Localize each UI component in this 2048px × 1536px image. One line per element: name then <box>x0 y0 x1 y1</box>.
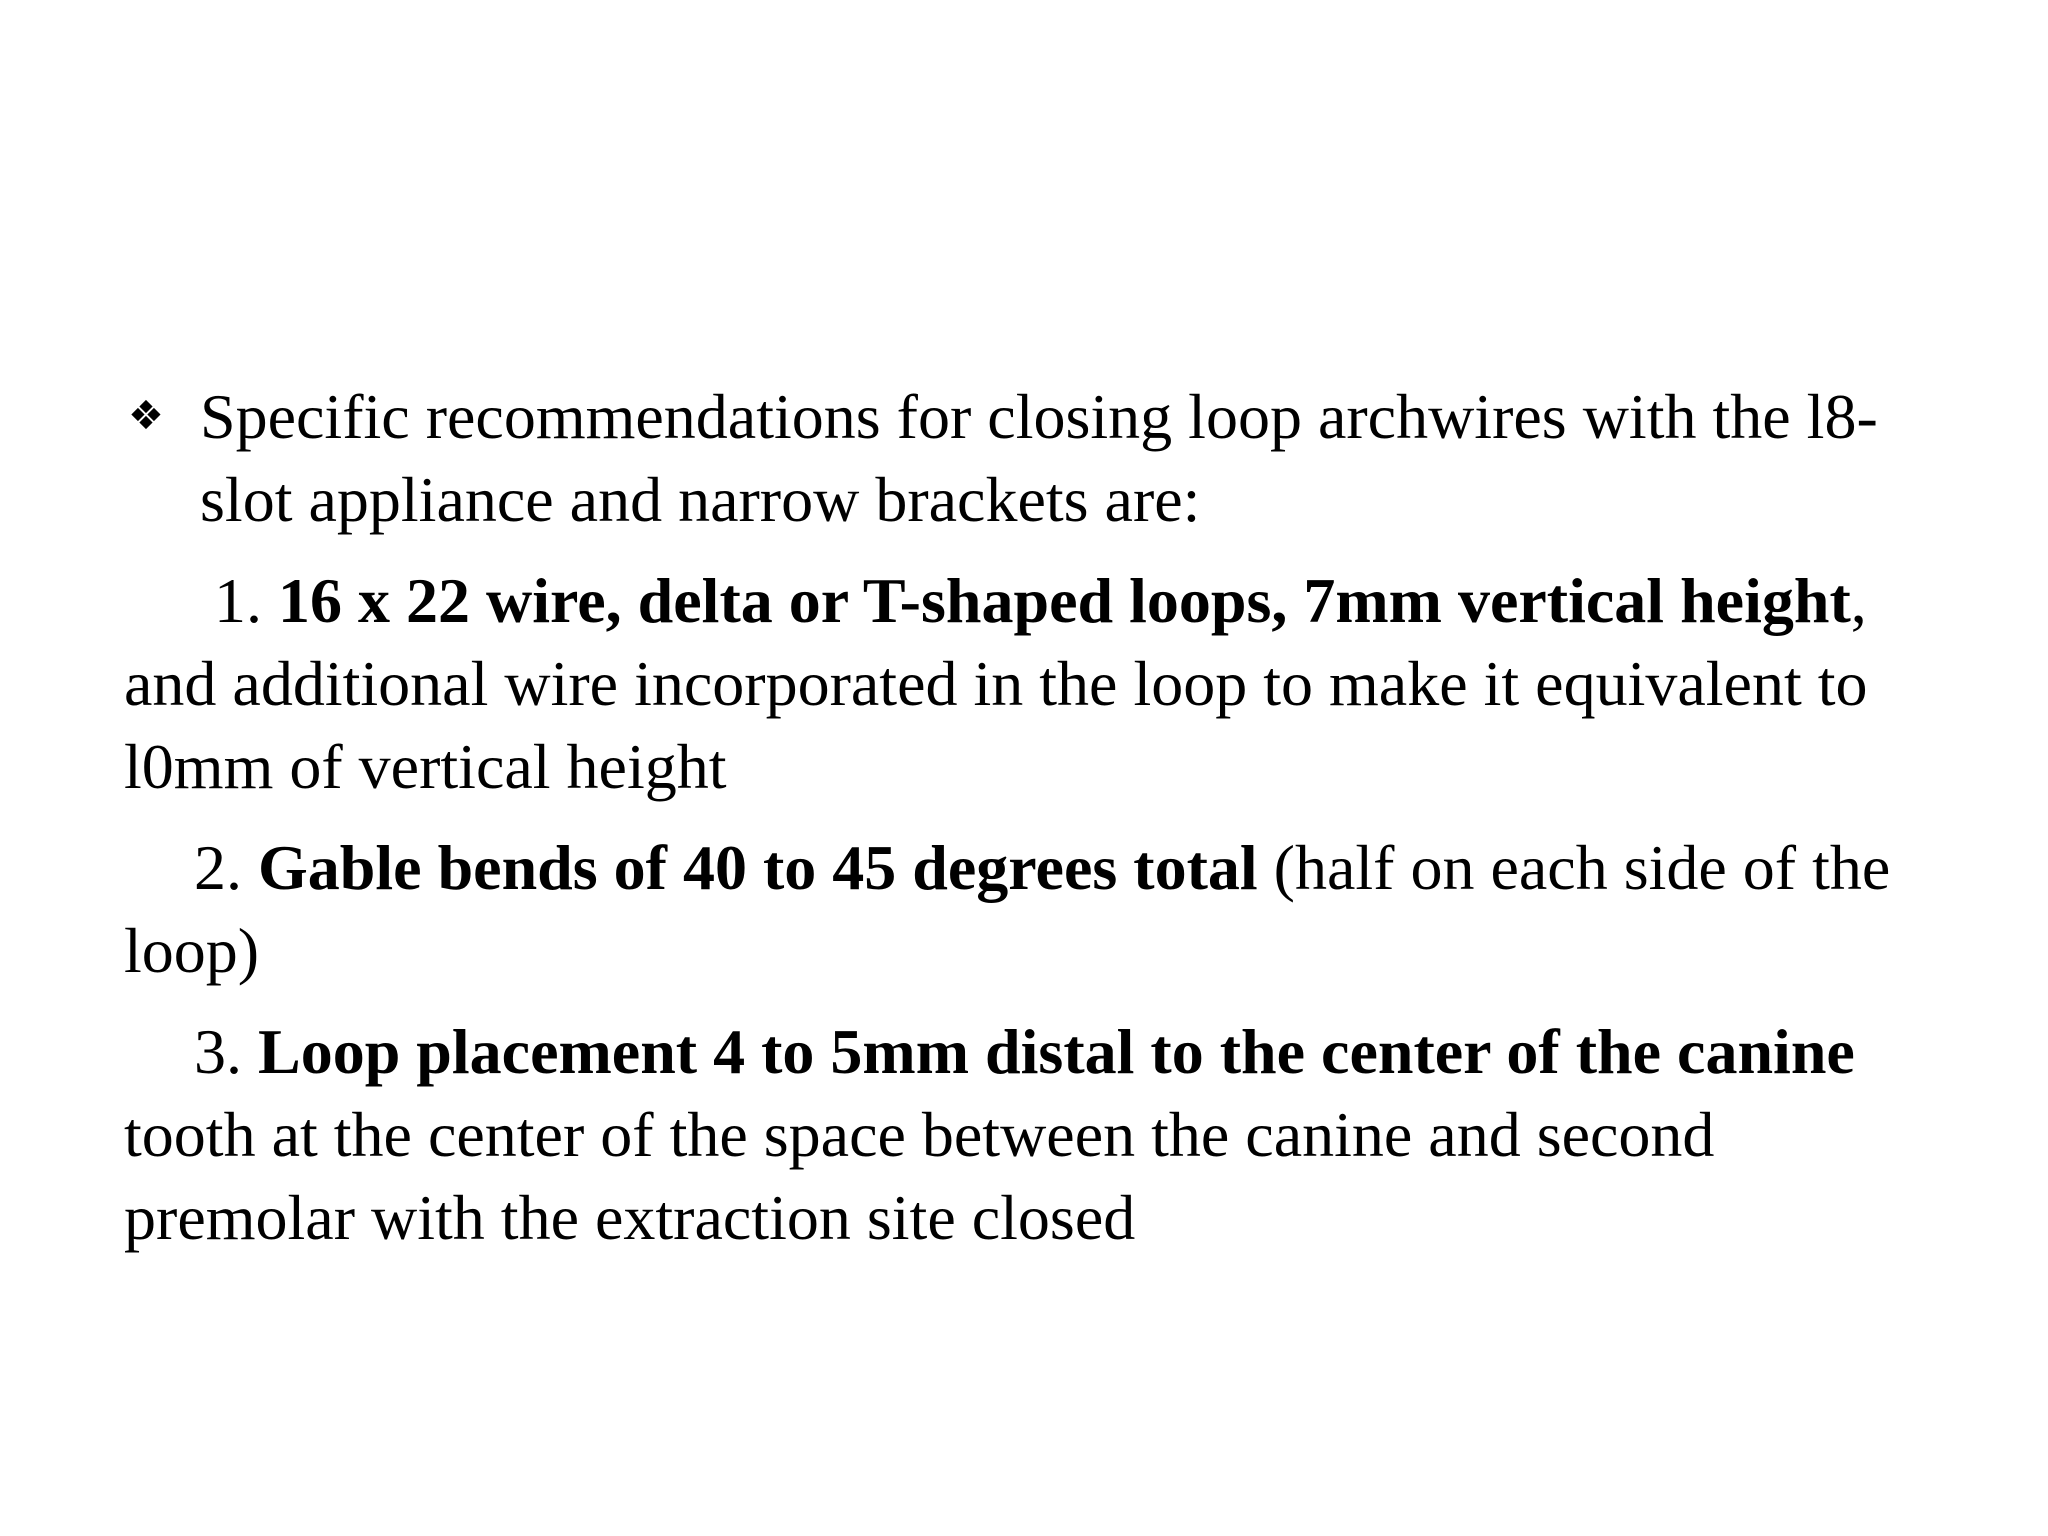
list-item-1 <box>124 559 1954 808</box>
list-item-2 <box>124 826 1954 992</box>
list-item-3 <box>124 1010 1954 1259</box>
item-text: , and additional wire incorporated in the loop to make it equivalent to l0mm of vertical height <box>124 565 1868 802</box>
item-text: tooth at the center of the space between the canine and second premolar with the extraction site closed <box>124 1099 1715 1253</box>
item-bold-text: Gable bends of 40 to 45 degrees total <box>258 832 1258 903</box>
item-bold-text: 16 x 22 wire, delta or T-shaped loops, 7mm vertical height <box>278 565 1851 636</box>
slide-body <box>124 375 1954 1259</box>
four-diamond-bullet-icon: ❖ <box>128 393 164 439</box>
item-text: (half on each side of the loop) <box>124 832 1891 986</box>
item-number: 3. <box>194 1016 242 1087</box>
intro-text: Specific recommendations for closing loop archwires with the l8-slot appliance and narrow brackets are: <box>200 381 1878 535</box>
item-number: 2. <box>194 832 242 903</box>
intro-bullet <box>124 375 1954 541</box>
item-number: 1. <box>214 565 262 636</box>
item-bold-text: Loop placement 4 to 5mm distal to the center of the canine <box>258 1016 1855 1087</box>
